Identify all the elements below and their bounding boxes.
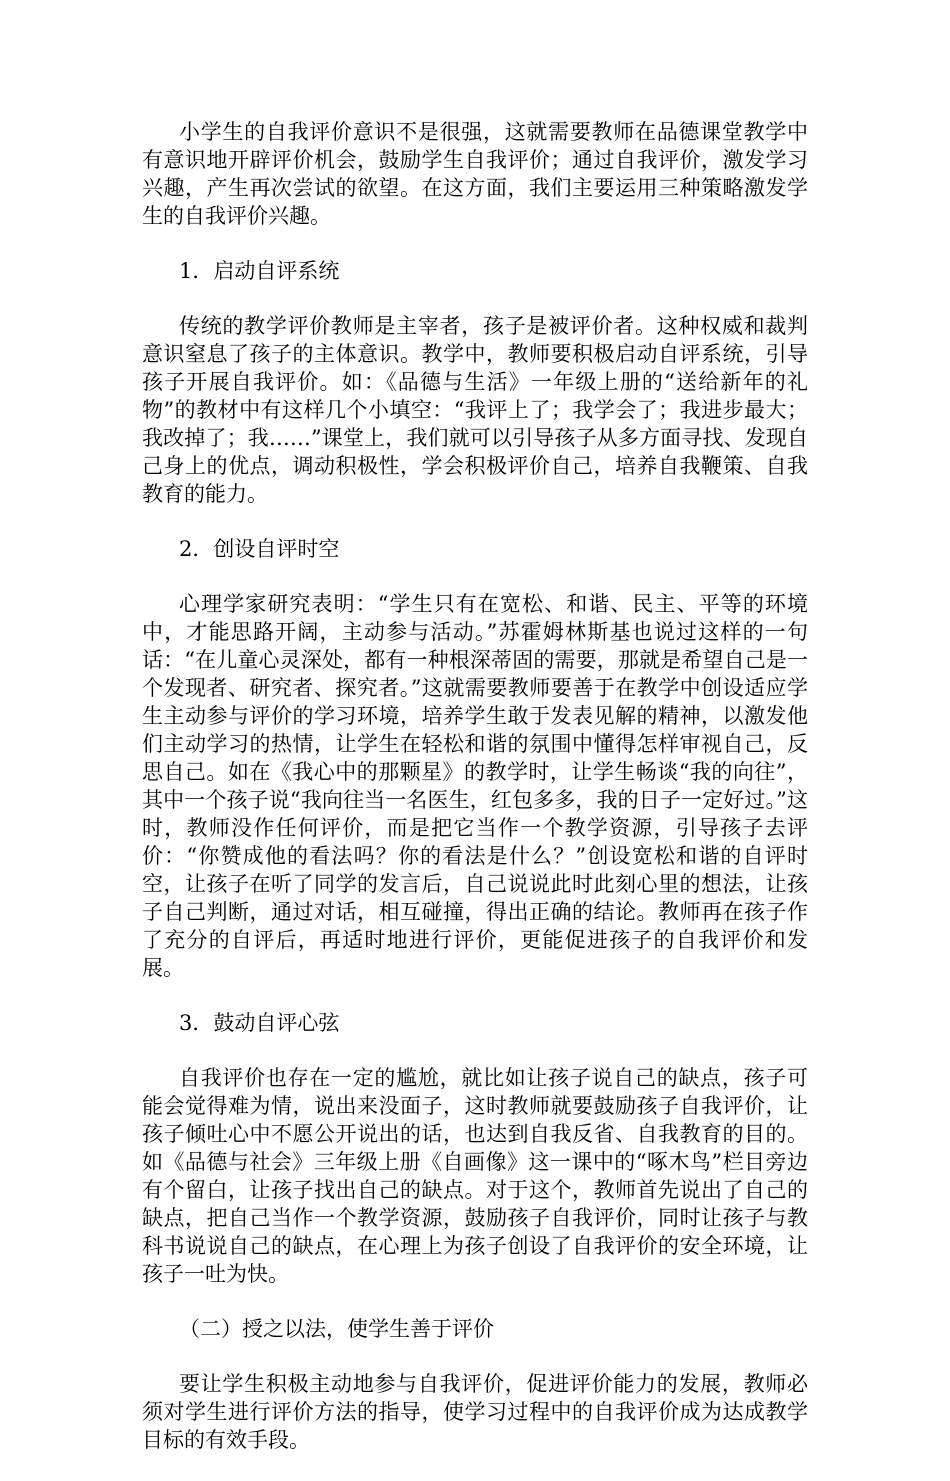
section-2-paragraph: 心理学家研究表明：“学生只有在宽松、和谐、民主、平等的环境中，才能思路开阔，主动参与活动。”苏霍姆林斯基也说过这样的一句话：“在儿童心灵深处，都有一种根深蒂固的需要，那就是希望自己是一个发现者、研究者、探究者。”这就需要教师要善于在教学中创设适应学生主动参与评价的学习环境，培养学生敢于发表见解的精神，以激发他们主动学习的热情，让学生在轻松和谐的氛围中懂得怎样审视自己，反思自己。如在《我心中的那颗星》的教学时，让学生畅谈“我的向往”，其中一个孩子说“我向往当一名医生，红包多多，我的日子一定好过。”这时，教师没作任何评价，而是把它当作一个教学资源，引导孩子去评价：“你赞成他的看法吗？你的看法是什么？”创设宽松和谐的自评时空，让孩子在听了同学的发言后，自己说说此时此刻心里的想法，让孩子自己判断，通过对话，相互碰撞，得出正确的结论。教师再在孩子作了充分的自评后，再适时地进行评价，更能促进孩子的自我评价和发展。 [142, 592, 808, 980]
section-heading-2: 2．创设自评时空 [179, 537, 340, 561]
section-1-paragraph: 传统的教学评价教师是主宰者，孩子是被评价者。这种权威和裁判意识窒息了孩子的主体意识。教学中，教师要积极启动自评系统，引导孩子开展自我评价。如：《品德与生活》一年级上册的“送给新年的礼物”的教材中有这样几个小填空：“我评上了；我学会了；我进步最大；我改掉了；我……”课堂上，我们就可以引导孩子从多方面寻找、发现自己身上的优点，调动积极性，学会积极评价自己，培养自我鞭策、自我教育的能力。 [142, 314, 808, 506]
part-two-heading: （二）授之以法，使学生善于评价 [179, 1317, 494, 1341]
section-heading-1: 1．启动自评系统 [179, 259, 340, 283]
section-3-paragraph: 自我评价也存在一定的尴尬，就比如让孩子说自己的缺点，孩子可能会觉得难为情，说出来没面子，这时教师就要鼓励孩子自我评价，让孩子倾吐心中不愿公开说出的话，也达到自我反省、自我教育的目的。如《品德与社会》三年级上册《自画像》这一课中的“啄木鸟”栏目旁边有个留白，让孩子找出自己的缺点。对于这个，教师首先说出了自己的缺点，把自己当作一个教学资源，鼓励孩子自我评价，同时让孩子与教科书说说自己的缺点，在心理上为孩子创设了自我评价的安全环境，让孩子一吐为快。 [142, 1066, 808, 1286]
document-body [142, 118, 808, 1481]
intro-paragraph: 小学生的自我评价意识不是很强，这就需要教师在品德课堂教学中有意识地开辟评价机会，鼓励学生自我评价；通过自我评价，激发学习兴趣，产生再次尝试的欲望。在这方面，我们主要运用三种策略激发学生的自我评价兴趣。 [142, 120, 808, 228]
part-two-paragraph: 要让学生积极主动地参与自我评价，促进评价能力的发展，教师必须对学生进行评价方法的指导，使学习过程中的自我评价成为达成教学目标的有效手段。 [142, 1372, 808, 1452]
section-heading-3: 3．鼓动自评心弦 [179, 1011, 340, 1035]
